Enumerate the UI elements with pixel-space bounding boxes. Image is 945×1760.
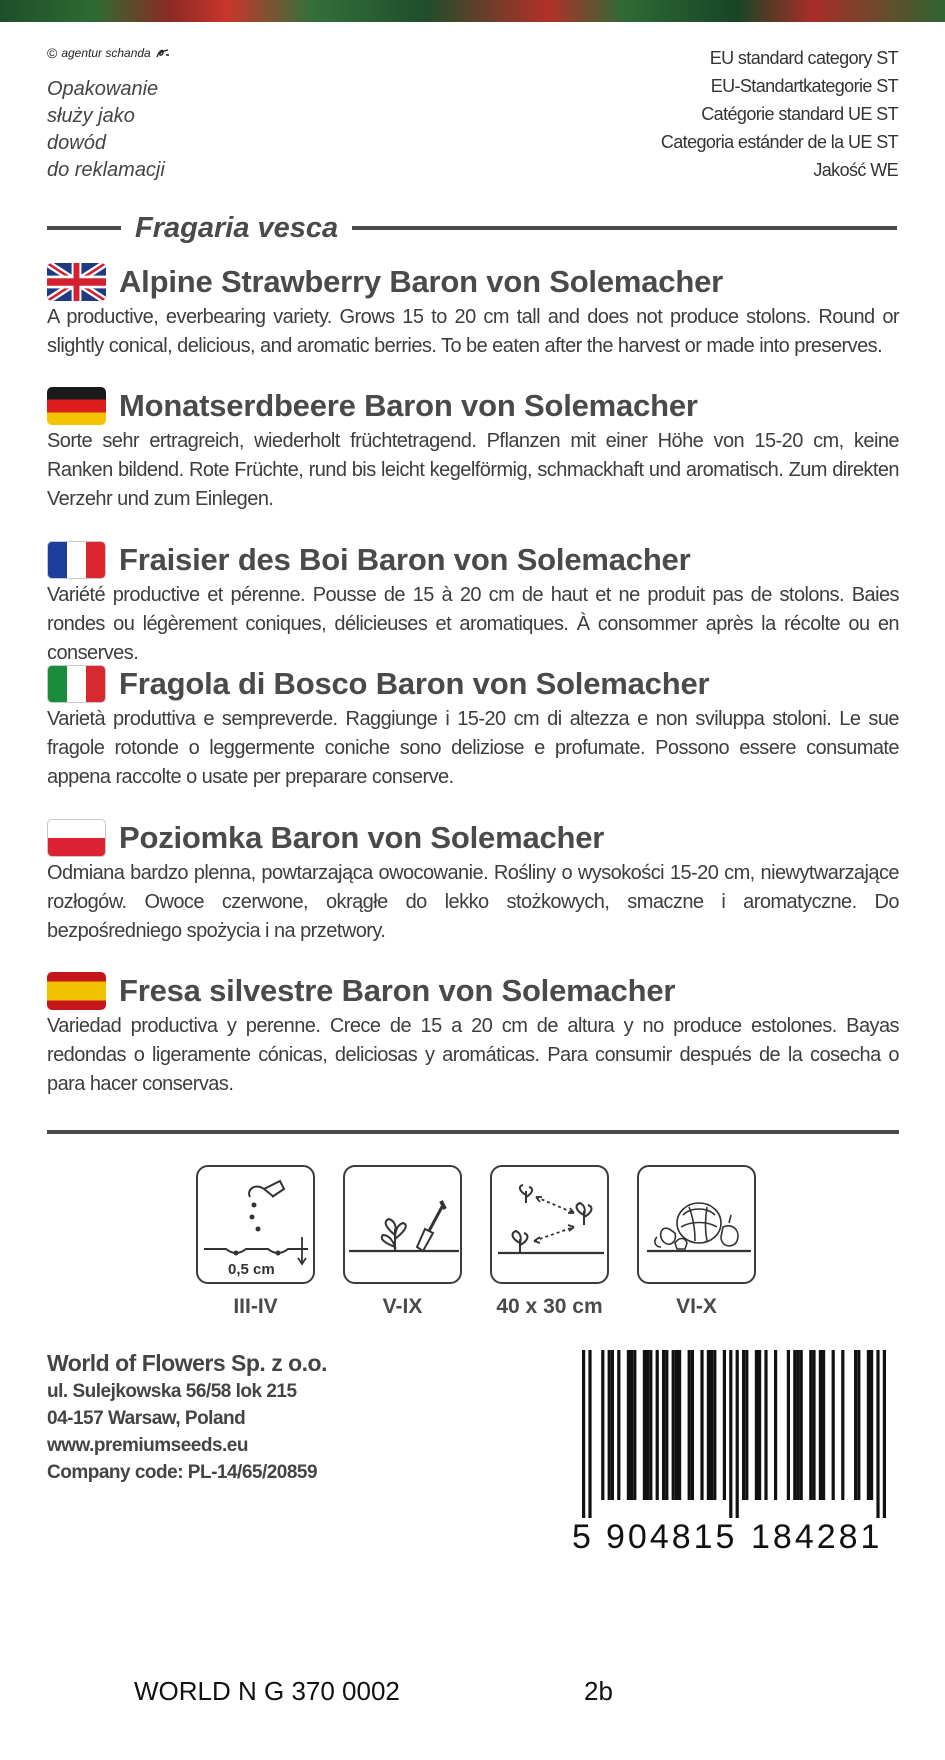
barcode-bar bbox=[700, 1350, 703, 1500]
barcode-bar bbox=[633, 1350, 636, 1500]
barcode-bar bbox=[809, 1350, 812, 1500]
variety-title: Fresa silvestre Baron von Solemacher bbox=[119, 973, 676, 1008]
barcode-bar bbox=[601, 1350, 604, 1500]
page-code: 2b bbox=[584, 1676, 613, 1706]
barcode-bar bbox=[729, 1350, 732, 1518]
barcode-bar bbox=[608, 1350, 611, 1500]
spacing-label: 40 x 30 cm bbox=[496, 1295, 603, 1318]
variety-title: Alpine Strawberry Baron von Solemacher bbox=[119, 264, 723, 299]
copyright-text: agentur schanda bbox=[61, 46, 151, 60]
france-flag-icon bbox=[47, 541, 106, 579]
company-code: Company code: PL-14/65/20859 bbox=[47, 1462, 318, 1483]
copyright-notice bbox=[47, 45, 171, 61]
planting-info bbox=[343, 1165, 462, 1319]
barcode-bar bbox=[832, 1350, 835, 1500]
heading-rule-left bbox=[47, 226, 121, 230]
barcode-bar bbox=[656, 1350, 659, 1500]
section-polish bbox=[47, 818, 899, 946]
barcode-bar bbox=[665, 1350, 668, 1500]
sowing-info bbox=[196, 1165, 315, 1319]
barcode-bar bbox=[787, 1350, 790, 1500]
plant-spacing-icon bbox=[490, 1165, 609, 1284]
variety-title: Monatserdbeere Baron von Solemacher bbox=[119, 388, 698, 423]
company-website: www.premiumseeds.eu bbox=[47, 1435, 248, 1456]
company-info bbox=[47, 1348, 327, 1486]
barcode-bar bbox=[588, 1350, 591, 1518]
barcode-bar bbox=[841, 1350, 844, 1500]
barcode-bar bbox=[812, 1350, 815, 1500]
barcode-bar bbox=[643, 1350, 646, 1500]
barcode-bar bbox=[707, 1350, 710, 1500]
heading-rule-right bbox=[352, 226, 897, 230]
barcode-bar bbox=[678, 1350, 681, 1500]
section-french bbox=[47, 540, 899, 668]
barcode-bar bbox=[672, 1350, 675, 1500]
section-spanish bbox=[47, 971, 899, 1099]
barcode-bar bbox=[819, 1350, 822, 1500]
barcode-bar bbox=[649, 1350, 652, 1500]
reclamation-line: służy jako bbox=[47, 105, 135, 127]
section-english bbox=[47, 262, 899, 361]
category-line: EU standard category ST bbox=[709, 48, 898, 68]
barcode-bar bbox=[758, 1350, 761, 1500]
barcode-bar bbox=[723, 1350, 726, 1500]
uk-flag-icon bbox=[47, 263, 106, 301]
category-line: Catégorie standard UE ST bbox=[701, 104, 898, 124]
germany-flag-icon bbox=[47, 387, 106, 425]
variety-title: Fragola di Bosco Baron von Solemacher bbox=[119, 666, 710, 701]
barcode-bar bbox=[630, 1350, 633, 1500]
category-line: Jakość WE bbox=[813, 160, 898, 180]
harvest-months-label: VI-X bbox=[676, 1295, 717, 1318]
latin-name: Fragaria vesca bbox=[135, 211, 339, 244]
barcode-bar bbox=[800, 1350, 803, 1500]
barcode-bar bbox=[796, 1350, 799, 1500]
header-photo-strip bbox=[0, 0, 945, 22]
ean-barcode bbox=[566, 1350, 900, 1562]
barcode-bar bbox=[745, 1350, 748, 1500]
section-divider bbox=[47, 1130, 899, 1134]
variety-description: Varietà produttiva e sempreverde. Raggiunge i 15-20 cm di altezza e non sviluppa stoloni. Le sue fragole rotonde o leggermente coniche sono deliziose e profumate. Possono essere consumate appena raccolte o usate per preparare conserve. bbox=[47, 708, 899, 788]
barcode-bar bbox=[691, 1350, 694, 1500]
section-italian bbox=[47, 664, 899, 792]
reclamation-line: do reklamacji bbox=[47, 159, 165, 181]
variety-description: Odmiana bardzo plenna, powtarzająca owocowanie. Rośliny o wysokości 15-20 cm, niewytwarzające rozłogów. Owoce czerwone, okrągłe do lekko stożkowych, smaczne i aromatyczne. Do bezpośredniego spożycia i na przetwory. bbox=[47, 862, 899, 942]
barcode-bar bbox=[764, 1350, 767, 1500]
barcode-bar bbox=[611, 1350, 614, 1500]
planting-trowel-icon bbox=[343, 1165, 462, 1284]
barcode-bar bbox=[646, 1350, 649, 1500]
barcode-bar bbox=[662, 1350, 665, 1500]
sowing-months-label: III-IV bbox=[233, 1295, 278, 1318]
barcode-bar bbox=[688, 1350, 691, 1500]
latin-name-heading bbox=[47, 208, 897, 248]
company-city: 04-157 Warsaw, Poland bbox=[47, 1408, 246, 1429]
planting-months-label: V-IX bbox=[382, 1295, 423, 1318]
barcode-bar bbox=[627, 1350, 630, 1500]
barcode-bar bbox=[876, 1350, 879, 1518]
company-name: World of Flowers Sp. z o.o. bbox=[47, 1350, 327, 1376]
variety-title: Poziomka Baron von Solemacher bbox=[119, 820, 605, 855]
category-line: EU-Standartkategorie ST bbox=[710, 76, 898, 96]
barcode-bar bbox=[867, 1350, 870, 1500]
section-german bbox=[47, 386, 899, 514]
spain-flag-icon bbox=[47, 972, 106, 1010]
print-code: WORLD N G 370 0002 bbox=[134, 1676, 400, 1706]
italy-flag-icon bbox=[47, 665, 106, 703]
variety-description: A productive, everbearing variety. Grows 15 to 20 cm tall and does not produce stolons. Round or slightly conical, delicious, and aromatic berries. To be eaten after the harvest or made into preserves. bbox=[47, 306, 899, 357]
reclamation-line: Opakowanie bbox=[47, 78, 159, 100]
spacing-info bbox=[490, 1165, 609, 1319]
barcode-bar bbox=[710, 1350, 713, 1500]
barcode-bar bbox=[883, 1350, 886, 1518]
barcode-bar bbox=[742, 1350, 745, 1500]
sowing-depth-icon bbox=[196, 1165, 315, 1284]
variety-description: Sorte sehr ertragreich, wiederholt früchtetragend. Pflanzen mit einer Höhe von 15-20 cm, keine Ranken bildend. Rote Früchte, rund bis leicht kegelförmig, schmackhaft und aromatisch. Zum direkten Verzehr und zum Einlegen. bbox=[47, 430, 899, 510]
barcode-left-group: 904815 bbox=[606, 1518, 738, 1556]
barcode-first-digit: 5 bbox=[572, 1518, 591, 1556]
barcode-bar bbox=[617, 1350, 620, 1500]
barcode-bar bbox=[713, 1350, 716, 1500]
barcode-bars bbox=[566, 1350, 900, 1520]
barcode-bar bbox=[755, 1350, 758, 1500]
barcode-bar bbox=[582, 1350, 585, 1518]
barcode-bar bbox=[822, 1350, 825, 1500]
barcode-bar bbox=[870, 1350, 873, 1500]
barcode-bar bbox=[736, 1350, 739, 1518]
barcode-bar bbox=[857, 1350, 860, 1500]
variety-title: Fraisier des Boi Baron von Solemacher bbox=[119, 542, 691, 577]
variety-description: Variété productive et pérenne. Pousse de 15 à 20 cm de haut et ne produit pas de stolons. Baies rondes ou légèrement coniques, délicieuses et aromatiques. À consommer après la récolte ou en conserves. bbox=[47, 584, 899, 664]
barcode-right-group: 184281 bbox=[751, 1518, 883, 1556]
harvest-vegetables-icon bbox=[637, 1165, 756, 1284]
barcode-bar bbox=[854, 1350, 857, 1500]
sowing-depth-text: 0,5 cm bbox=[228, 1261, 275, 1278]
reclamation-line: dowód bbox=[47, 132, 106, 154]
barcode-bar bbox=[774, 1350, 777, 1500]
barcode-bar bbox=[675, 1350, 678, 1500]
barcode-bar bbox=[793, 1350, 796, 1500]
company-street: ul. Sulejkowska 56/58 lok 215 bbox=[47, 1381, 297, 1402]
category-line: Categoria estánder de la UE ST bbox=[660, 132, 898, 152]
growing-info-icons bbox=[196, 1165, 756, 1319]
variety-description: Variedad productiva y perenne. Crece de 15 a 20 cm de altura y no produce estolones. Bayas redondas o ligeramente cónicas, deliciosas y aromáticas. Para consumir después de la cosecha o para hacer conservas. bbox=[47, 1015, 899, 1095]
reclamation-note bbox=[47, 76, 207, 184]
poland-flag-icon bbox=[47, 819, 106, 857]
signature-icon bbox=[155, 47, 171, 59]
standard-category-list bbox=[661, 44, 898, 184]
harvest-info bbox=[637, 1165, 756, 1319]
copyright-mark: © bbox=[47, 45, 58, 61]
